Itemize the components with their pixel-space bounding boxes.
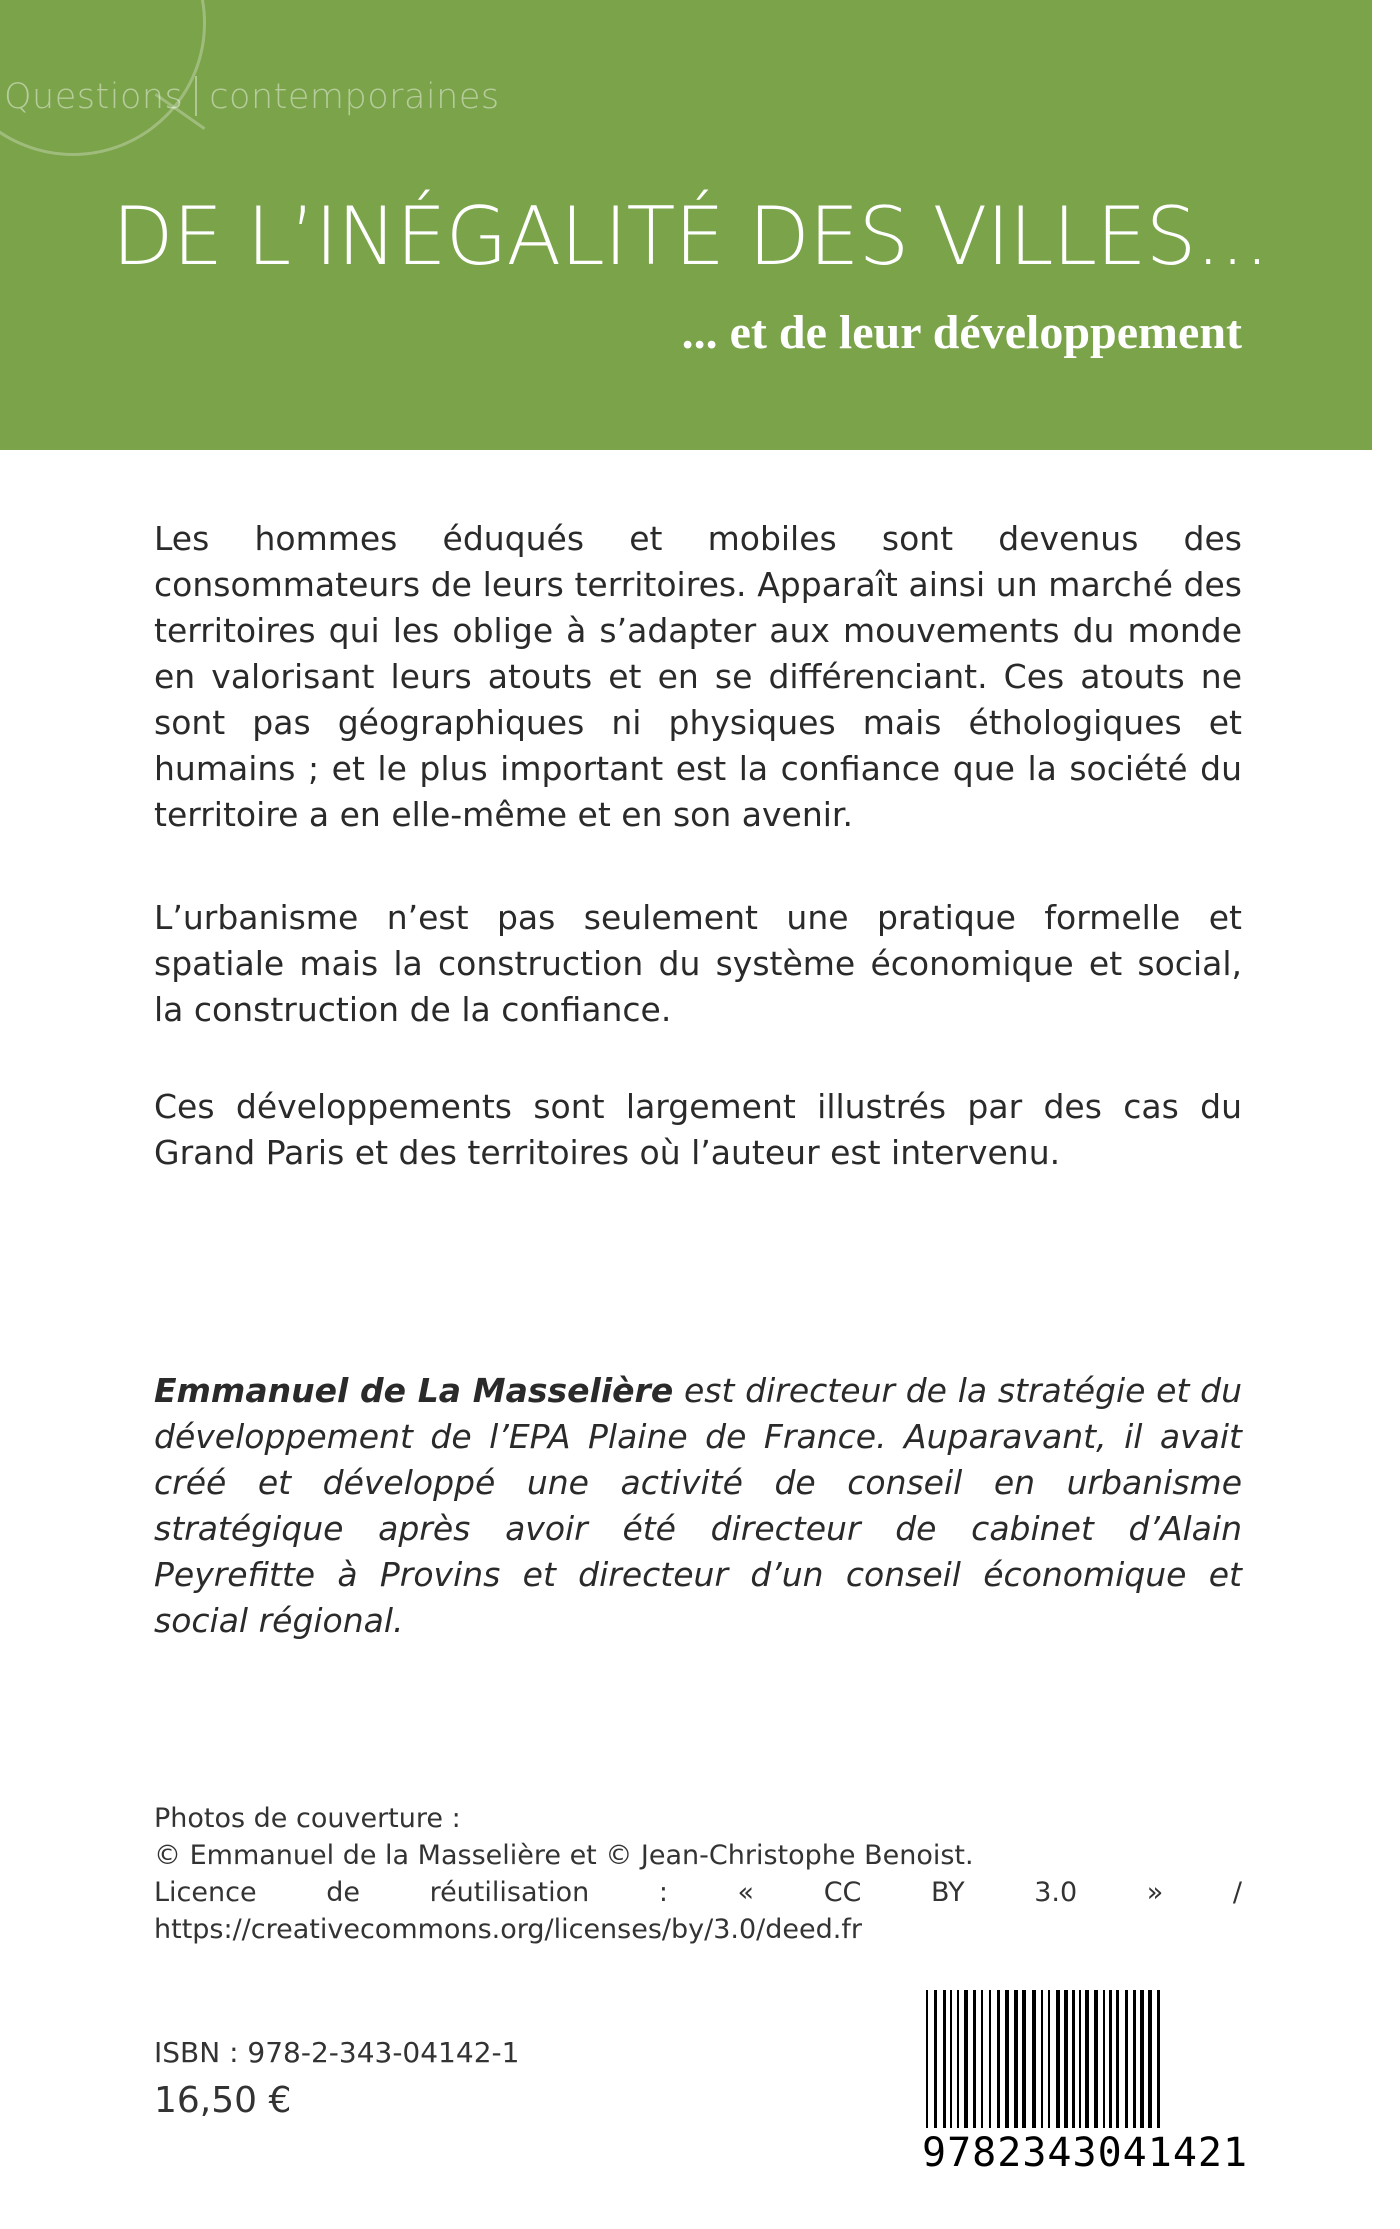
barcode-bar — [1125, 1990, 1128, 2128]
barcode-bar — [981, 1990, 983, 2128]
book-subtitle: ... et de leur développement — [681, 306, 1242, 359]
barcode-bar — [1072, 1990, 1075, 2128]
credits-line-2: © Emmanuel de la Masselière et © Jean-Christophe Benoist. — [154, 1840, 974, 1871]
barcode-bar — [1140, 1990, 1144, 2128]
barcode-bar — [1079, 1990, 1081, 2128]
blurb-paragraph-1: Les hommes éduqués et mobiles sont devenus des consommateurs de leurs territoires. Apparaît ainsi un marché des territoires qui les oblige à s’adapter aux mouvements du monde en valorisant leurs atouts et en se différenciant. Ces atouts ne sont pas géographiques ni physiques mais éthologiques et humains ; et le plus important est la confiance que la société du territoire a en elle-même et en son avenir. — [154, 519, 1242, 834]
barcode-bar — [989, 1990, 991, 2128]
book-title: DE L’INÉGALITÉ DES VILLES... — [112, 190, 1269, 283]
series-separator — [195, 76, 197, 116]
barcode-bar — [1103, 1990, 1105, 2128]
barcode-bar — [973, 1990, 976, 2128]
barcode-bar — [1005, 1990, 1009, 2128]
blurb-paragraph-3: Ces développements sont largement illustrés par des cas du Grand Paris et des territoires où l’auteur est intervenu. — [154, 1087, 1242, 1172]
barcode-bar — [950, 1990, 952, 2128]
barcode-number: 9782343041421 — [922, 2130, 1249, 2176]
barcode-bar — [1014, 1990, 1018, 2128]
barcode-bar — [1056, 1990, 1060, 2128]
barcode-bars — [922, 1990, 1240, 2130]
barcode-bar — [1094, 1990, 1098, 2128]
price: 16,50 € — [154, 2080, 292, 2121]
barcode-bar — [926, 1990, 928, 2128]
barcode-bar — [1116, 1990, 1119, 2128]
barcode-bar — [1085, 1990, 1089, 2128]
barcode-bar — [1157, 1990, 1160, 2128]
barcode-bar — [1022, 1990, 1026, 2128]
series-word-1: Questions — [4, 77, 184, 117]
barcode-bar — [943, 1990, 946, 2128]
barcode-bar — [964, 1990, 968, 2128]
credits-line-3: Licence de réutilisation : « CC BY 3.0 » / https://creativecommons.org/licenses/by/3.0/deed.fr — [154, 1877, 1242, 1945]
barcode-bar — [1064, 1990, 1068, 2128]
barcode-bar — [1109, 1990, 1112, 2128]
series-name — [4, 76, 500, 117]
barcode-bar — [1041, 1990, 1043, 2128]
cover-edge — [1372, 0, 1400, 2229]
barcode-bar — [957, 1990, 959, 2128]
barcode-bar — [1148, 1990, 1152, 2128]
barcode-bar — [1032, 1990, 1036, 2128]
credits-line-1: Photos de couverture : — [154, 1803, 461, 1834]
author-bio — [154, 1368, 1242, 1644]
barcode-bar — [1133, 1990, 1136, 2128]
barcode-bar — [997, 1990, 1000, 2128]
cover-header — [0, 0, 1372, 450]
barcode-bar — [934, 1990, 937, 2128]
photo-credits — [154, 1800, 1242, 1948]
blurb-paragraph-2: L’urbanisme n’est pas seulement une pratique formelle et spatiale mais la construction du système économique et social, la construction de la confiance. — [154, 898, 1242, 1029]
author-bio-text: est directeur de la stratégie et du développement de l’EPA Plaine de France. Auparavant, il avait créé et développé une activité de conseil en urbanisme stratégique après avoir été directeur de cabinet d’Alain Peyrefitte à Provins et directeur d’un conseil économique et social régional. — [154, 1371, 1243, 1640]
series-word-2: contemporaines — [209, 77, 500, 117]
isbn: ISBN : 978-2-343-04142-1 — [154, 2036, 520, 2069]
barcode-bar — [1048, 1990, 1050, 2128]
author-name: Emmanuel de La Masselière — [154, 1371, 674, 1410]
